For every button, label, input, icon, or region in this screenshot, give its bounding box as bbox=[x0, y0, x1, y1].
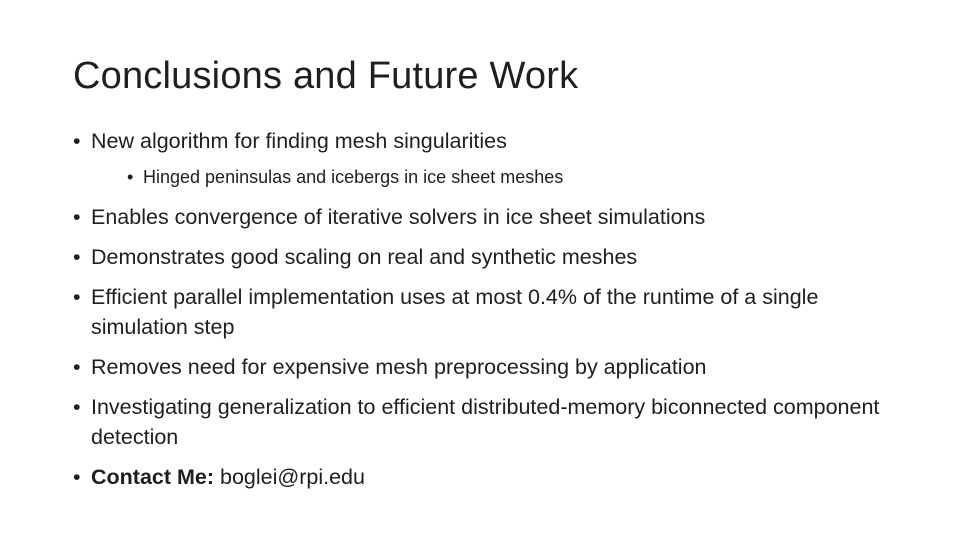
bullet-item: • New algorithm for finding mesh singularities bbox=[73, 126, 903, 156]
contact-email[interactable]: boglei@rpi.edu bbox=[220, 465, 365, 489]
slide-title: Conclusions and Future Work bbox=[73, 55, 579, 97]
contact-label: Contact Me: bbox=[91, 465, 215, 489]
bullet-item: • Enables convergence of iterative solvers in ice sheet simulations bbox=[73, 202, 903, 232]
bullet-item: • Demonstrates good scaling on real and synthetic meshes bbox=[73, 242, 903, 272]
bullet-item: • Removes need for expensive mesh preprocessing by application bbox=[73, 352, 903, 382]
bullet-item: • Efficient parallel implementation uses at most 0.4% of the runtime of a single simulation step bbox=[73, 282, 903, 342]
contact-bullet bbox=[73, 462, 903, 492]
sub-bullet-item: • Hinged peninsulas and icebergs in ice sheet meshes bbox=[127, 164, 903, 190]
bullet-list bbox=[73, 126, 903, 502]
bullet-item: • Investigating generalization to efficient distributed-memory biconnected component detection bbox=[73, 392, 903, 452]
